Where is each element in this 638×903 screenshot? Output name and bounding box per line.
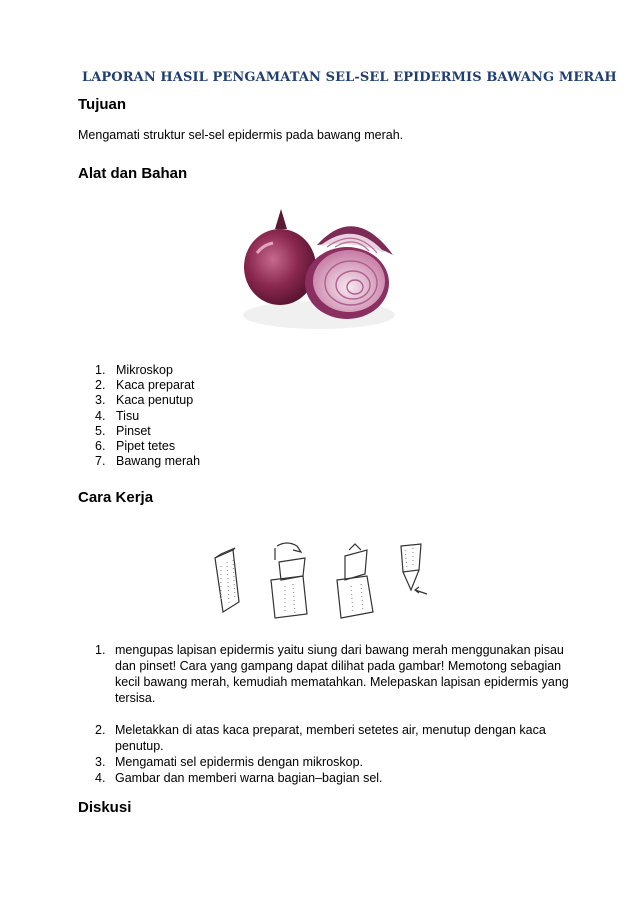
list-item: 4. Tisu — [95, 408, 140, 423]
cara-kerja-list — [78, 642, 585, 786]
onion-image — [235, 205, 403, 333]
list-item: 2. Kaca preparat — [95, 378, 195, 393]
list-item: 1. Mikroskop — [95, 363, 173, 377]
list-item: 7. Bawang merah — [95, 454, 201, 469]
list-item: 1. mengupas lapisan epidermis yaitu siung dari bawang merah menggunakan pisau dan pinset! Cara yang gampang dapat dilihat pada gambar! Memotong sebagian kecil bawang merah, kemudiah mematahkan. Melepaskan lapisan epidermis yang tersisa. — [95, 643, 569, 705]
tujuan-text: Mengamati struktur sel-sel epidermis pada bawang merah. — [78, 128, 404, 142]
alat-list — [78, 363, 200, 469]
alat-heading: Alat dan Bahan — [78, 165, 188, 182]
list-item: 3. Mengamati sel epidermis dengan mikroskop. — [95, 755, 364, 769]
list-item: 3. Kaca penutup — [95, 393, 194, 408]
list-item: 4. Gambar dan memberi warna bagian–bagian sel. — [95, 771, 383, 785]
list-item: 5. Pinset — [95, 423, 151, 438]
list-item: 2. Meletakkan di atas kaca preparat, memberi setetes air, menutup dengan kaca penutup. — [95, 723, 546, 753]
tujuan-heading: Tujuan — [78, 96, 127, 113]
report-title: LAPORAN HASIL PENGAMATAN SEL-SEL EPIDERMIS BAWANG MERAH — [82, 70, 617, 85]
procedure-illustration — [205, 540, 435, 620]
diskusi-heading: Diskusi — [78, 799, 132, 816]
list-item: 6. Pipet tetes — [95, 438, 176, 453]
cara-heading: Cara Kerja — [78, 489, 154, 506]
